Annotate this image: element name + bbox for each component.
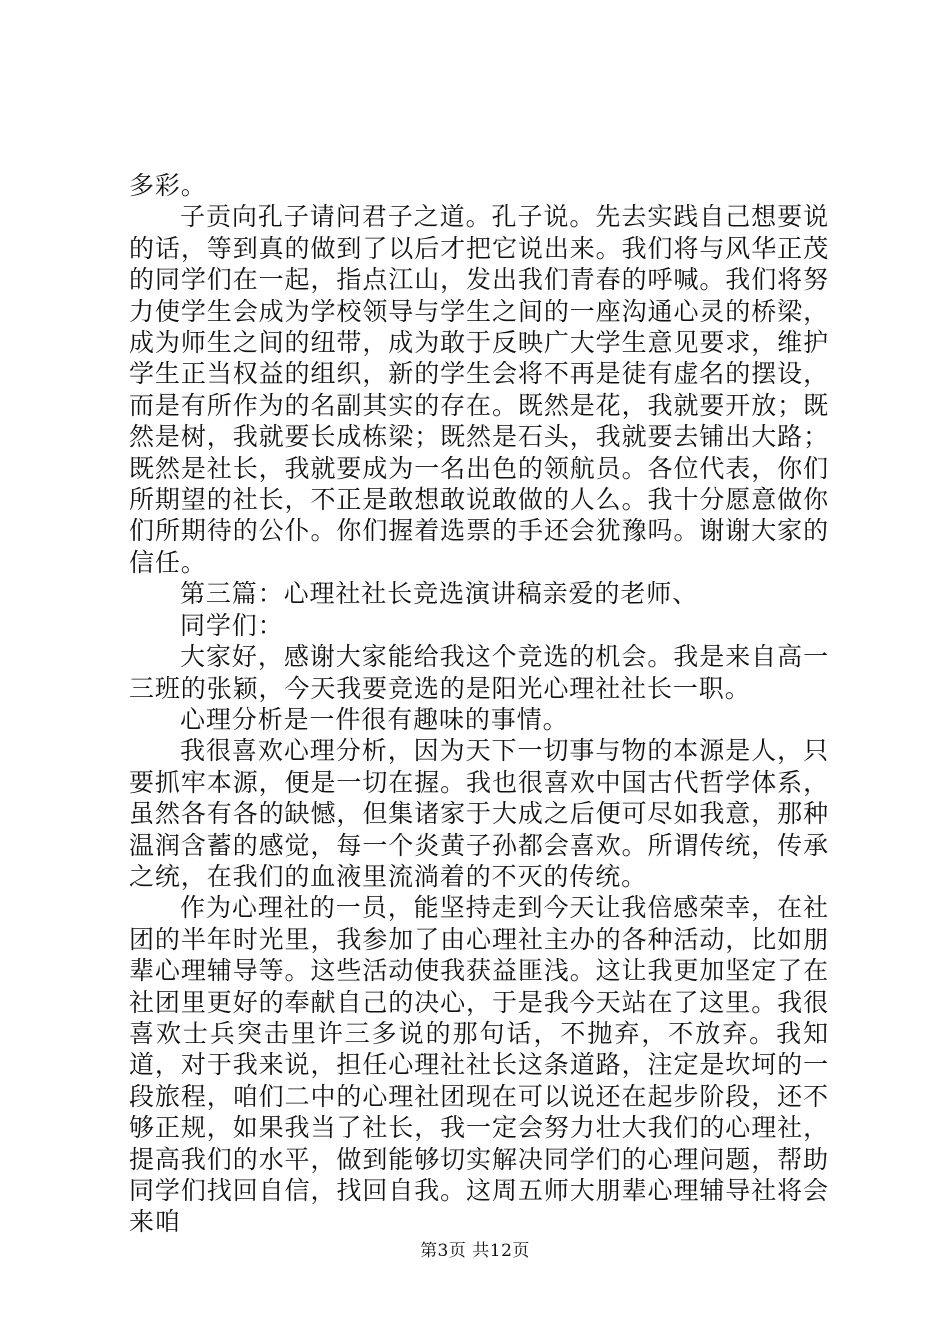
paragraph-greeting: 大家好，感谢大家能给我这个竞选的机会。我是来自高一三班的张颖，今天我要竞选的是阳光心理社社长一职。 — [129, 642, 829, 703]
page-number-label: 第3页 共12页 — [420, 1241, 530, 1261]
paragraph-psychology-interest: 心理分析是一件很有趣味的事情。 — [180, 704, 569, 734]
paragraph-club-experience: 作为心理社的一员，能坚持走到今天让我倍感荣幸，在社团的半年时光里，我参加了由心理社主办的各种活动，比如朋辈心理辅导等。这些活动使我获益匪浅。这让我更加坚定了在社团里更好的奉献自己的决心，于是我今天站在了这里。我很喜欢士兵突击里许三多说的那句话，不抛弃，不放弃。我知道，对于我来说，担任心理社社长这条道路，注定是坎坷的一段旅程，咱们二中的心理社团现在可以说还在起步阶段，还不够正规，如果我当了社长，我一定会努力壮大我们的心理社，提高我们的水平，做到能够切实解决同学们的心理问题，帮助同学们找回自信，找回自我。这周五师大朋辈心理辅导社将会来咱 — [129, 893, 829, 1237]
document-body — [129, 170, 829, 1238]
paragraph-philosophy: 我很喜欢心理分析，因为天下一切事与物的本源是人，只要抓牢本源，便是一切在握。我也很喜欢中国古代哲学体系，虽然各有各的缺憾，但集诸家于大成之后便可尽如我意，那种温润含蓄的感觉，每一个炎黄子孙都会喜欢。所谓传统，传承之统，在我们的血液里流淌着的不灭的传统。 — [129, 736, 829, 891]
paragraph-continuation: 多彩。 — [129, 171, 207, 200]
paragraph-zigong: 子贡向孔子请问君子之道。孔子说。先去实践自己想要说的话，等到真的做到了以后才把它说出来。我们将与风华正茂的同学们在一起，指点江山，发出我们青春的呼喊。我们将努力使学生会成为学校领导与学生之间的一座沟通心灵的桥梁，成为师生之间的纽带，成为敢于反映广大学生意见要求，维护学生正当权益的组织，新的学生会将不再是徒有虚名的摆设，而是有所作为的名副其实的存在。既然是花，我就要开放；既然是树，我就要长成栋梁；既然是石头，我就要去铺出大路；既然是社长，我就要成为一名出色的领航员。各位代表，你们所期望的社长，不正是敢想敢说敢做的人么。我十分愿意做你们所期待的公仆。你们握着选票的手还会犹豫吗。谢谢大家的信任。 — [129, 202, 829, 577]
salutation: 同学们： — [180, 610, 284, 640]
section-heading: 第三篇：心理社社长竞选演讲稿亲爱的老师、 — [180, 579, 699, 609]
page-footer — [0, 1240, 950, 1262]
